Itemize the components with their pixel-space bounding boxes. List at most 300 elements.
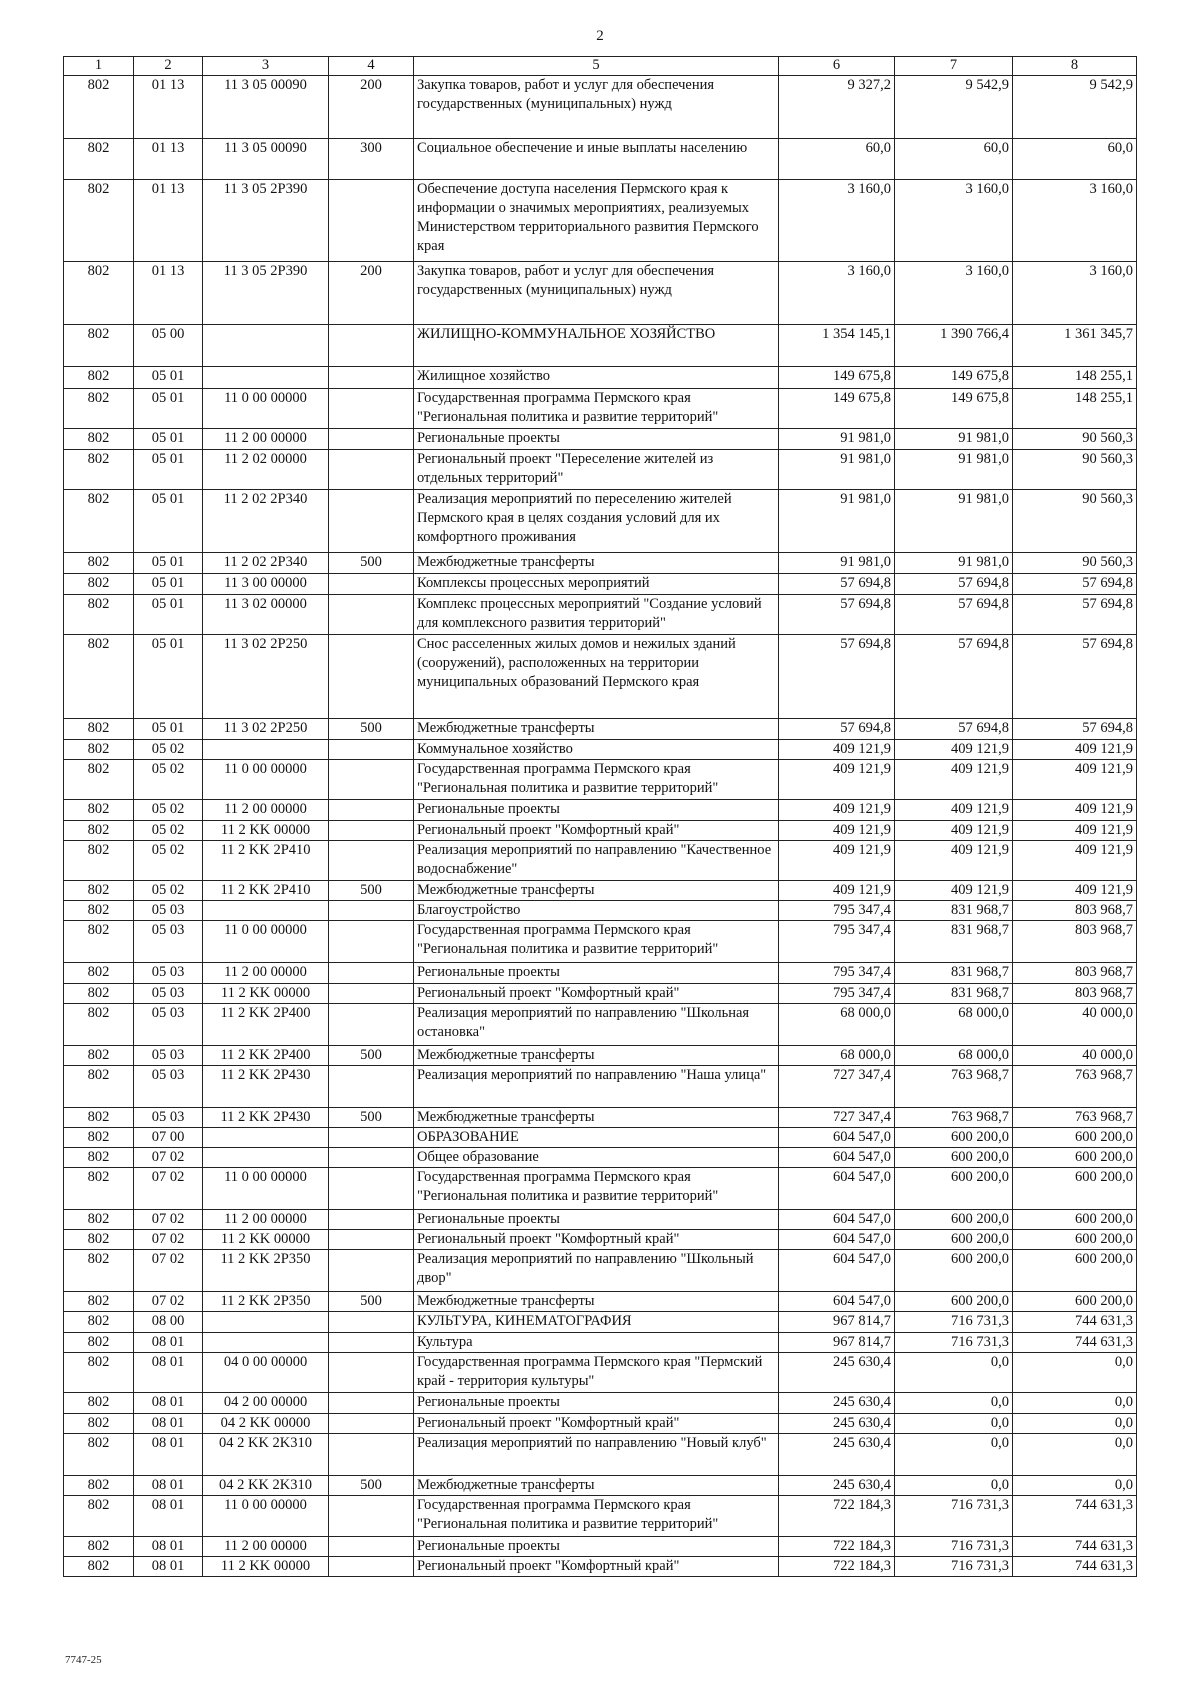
cell-amount-col7: 600 200,0 — [895, 1230, 1013, 1250]
cell-amount-col8: 409 121,9 — [1013, 841, 1137, 881]
cell-ministry-code: 802 — [64, 901, 134, 921]
cell-amount-col6: 604 547,0 — [779, 1250, 895, 1292]
cell-ministry-code: 802 — [64, 1168, 134, 1210]
cell-name: Культура — [414, 1333, 779, 1353]
cell-amount-col8: 600 200,0 — [1013, 1148, 1137, 1168]
cell-target-article: 04 2 KK 2K310 — [203, 1476, 329, 1496]
cell-expense-type: 500 — [329, 553, 414, 574]
cell-amount-col8: 744 631,3 — [1013, 1496, 1137, 1537]
cell-amount-col7: 831 968,7 — [895, 984, 1013, 1004]
cell-amount-col6: 245 630,4 — [779, 1476, 895, 1496]
table-body — [64, 76, 1137, 1577]
cell-ministry-code: 802 — [64, 821, 134, 841]
cell-amount-col8: 0,0 — [1013, 1393, 1137, 1414]
cell-amount-col6: 68 000,0 — [779, 1046, 895, 1066]
cell-section-code: 08 01 — [134, 1434, 203, 1476]
cell-ministry-code: 802 — [64, 389, 134, 429]
cell-amount-col8: 148 255,1 — [1013, 367, 1137, 389]
cell-amount-col8: 744 631,3 — [1013, 1312, 1137, 1333]
table-row — [64, 1353, 1137, 1393]
cell-amount-col7: 91 981,0 — [895, 553, 1013, 574]
cell-amount-col7: 409 121,9 — [895, 800, 1013, 821]
cell-target-article: 11 2 KK 00000 — [203, 1230, 329, 1250]
table-row — [64, 325, 1137, 367]
table-row — [64, 180, 1137, 262]
cell-name: Региональный проект "Комфортный край" — [414, 821, 779, 841]
cell-section-code: 08 01 — [134, 1476, 203, 1496]
cell-ministry-code: 802 — [64, 963, 134, 984]
table-row — [64, 1476, 1137, 1496]
cell-amount-col6: 604 547,0 — [779, 1168, 895, 1210]
cell-expense-type — [329, 901, 414, 921]
table-row — [64, 367, 1137, 389]
cell-amount-col6: 57 694,8 — [779, 595, 895, 635]
cell-amount-col6: 409 121,9 — [779, 760, 895, 800]
cell-target-article: 11 3 02 00000 — [203, 595, 329, 635]
cell-target-article: 11 0 00 00000 — [203, 760, 329, 800]
cell-target-article: 11 3 05 2P390 — [203, 180, 329, 262]
cell-expense-type: 200 — [329, 262, 414, 325]
header-col-8: 8 — [1013, 57, 1137, 76]
cell-section-code: 08 01 — [134, 1393, 203, 1414]
cell-amount-col8: 803 968,7 — [1013, 921, 1137, 963]
cell-ministry-code: 802 — [64, 1004, 134, 1046]
cell-amount-col7: 716 731,3 — [895, 1537, 1013, 1557]
cell-target-article: 11 2 KK 2P350 — [203, 1250, 329, 1292]
table-row — [64, 963, 1137, 984]
cell-expense-type — [329, 963, 414, 984]
cell-target-article — [203, 901, 329, 921]
cell-amount-col8: 600 200,0 — [1013, 1210, 1137, 1230]
cell-amount-col8: 409 121,9 — [1013, 821, 1137, 841]
header-col-2: 2 — [134, 57, 203, 76]
cell-target-article — [203, 740, 329, 760]
cell-ministry-code: 802 — [64, 1496, 134, 1537]
cell-amount-col7: 716 731,3 — [895, 1312, 1013, 1333]
header-col-6: 6 — [779, 57, 895, 76]
cell-amount-col6: 149 675,8 — [779, 367, 895, 389]
cell-section-code: 07 02 — [134, 1168, 203, 1210]
cell-amount-col6: 245 630,4 — [779, 1353, 895, 1393]
cell-section-code: 01 13 — [134, 262, 203, 325]
cell-ministry-code: 802 — [64, 1250, 134, 1292]
cell-amount-col8: 57 694,8 — [1013, 635, 1137, 719]
cell-target-article: 11 3 00 00000 — [203, 574, 329, 595]
cell-amount-col8: 409 121,9 — [1013, 760, 1137, 800]
cell-expense-type — [329, 1393, 414, 1414]
cell-section-code: 05 03 — [134, 1066, 203, 1108]
cell-section-code: 07 02 — [134, 1292, 203, 1312]
cell-amount-col8: 600 200,0 — [1013, 1292, 1137, 1312]
table-row — [64, 841, 1137, 881]
cell-ministry-code: 802 — [64, 1210, 134, 1230]
cell-amount-col7: 600 200,0 — [895, 1292, 1013, 1312]
cell-name: Государственная программа Пермского края "Региональная политика и развитие территорий" — [414, 1496, 779, 1537]
cell-expense-type — [329, 635, 414, 719]
cell-amount-col7: 600 200,0 — [895, 1148, 1013, 1168]
cell-amount-col6: 604 547,0 — [779, 1292, 895, 1312]
cell-amount-col7: 57 694,8 — [895, 574, 1013, 595]
cell-section-code: 07 00 — [134, 1128, 203, 1148]
cell-amount-col8: 90 560,3 — [1013, 490, 1137, 553]
cell-expense-type — [329, 1066, 414, 1108]
cell-expense-type — [329, 821, 414, 841]
cell-ministry-code: 802 — [64, 740, 134, 760]
cell-expense-type — [329, 800, 414, 821]
cell-section-code: 05 01 — [134, 553, 203, 574]
cell-target-article: 11 2 KK 2P410 — [203, 881, 329, 901]
cell-amount-col7: 600 200,0 — [895, 1250, 1013, 1292]
cell-name: Реализация мероприятий по переселению жителей Пермского края в целях создания условий для их комфортного проживания — [414, 490, 779, 553]
cell-section-code: 01 13 — [134, 76, 203, 139]
cell-name: Региональные проекты — [414, 1210, 779, 1230]
cell-amount-col6: 727 347,4 — [779, 1066, 895, 1108]
cell-expense-type — [329, 429, 414, 450]
cell-amount-col8: 803 968,7 — [1013, 901, 1137, 921]
document-code: 7747-25 — [65, 1654, 102, 1666]
cell-name: Общее образование — [414, 1148, 779, 1168]
header-col-1: 1 — [64, 57, 134, 76]
cell-target-article: 11 3 02 2P250 — [203, 635, 329, 719]
cell-expense-type — [329, 1414, 414, 1434]
cell-ministry-code: 802 — [64, 841, 134, 881]
table-row — [64, 1108, 1137, 1128]
cell-expense-type — [329, 1004, 414, 1046]
table-header — [64, 57, 1137, 76]
cell-amount-col7: 409 121,9 — [895, 740, 1013, 760]
cell-section-code: 05 01 — [134, 719, 203, 740]
cell-section-code: 05 01 — [134, 490, 203, 553]
cell-section-code: 05 03 — [134, 1108, 203, 1128]
cell-name: Межбюджетные трансферты — [414, 1292, 779, 1312]
cell-target-article: 04 2 00 00000 — [203, 1393, 329, 1414]
cell-target-article: 04 0 00 00000 — [203, 1353, 329, 1393]
budget-table — [63, 56, 1137, 1577]
cell-section-code: 07 02 — [134, 1148, 203, 1168]
cell-amount-col6: 91 981,0 — [779, 490, 895, 553]
cell-amount-col7: 600 200,0 — [895, 1210, 1013, 1230]
cell-amount-col8: 763 968,7 — [1013, 1108, 1137, 1128]
cell-section-code: 08 00 — [134, 1312, 203, 1333]
table-row — [64, 1066, 1137, 1108]
cell-amount-col6: 9 327,2 — [779, 76, 895, 139]
cell-section-code: 05 01 — [134, 595, 203, 635]
cell-ministry-code: 802 — [64, 1148, 134, 1168]
cell-name: КУЛЬТУРА, КИНЕМАТОГРАФИЯ — [414, 1312, 779, 1333]
cell-amount-col6: 409 121,9 — [779, 800, 895, 821]
cell-expense-type — [329, 180, 414, 262]
cell-name: Реализация мероприятий по направлению "Новый клуб" — [414, 1434, 779, 1476]
cell-amount-col7: 831 968,7 — [895, 921, 1013, 963]
cell-name: Межбюджетные трансферты — [414, 1108, 779, 1128]
cell-ministry-code: 802 — [64, 1108, 134, 1128]
cell-name: Региональный проект "Комфортный край" — [414, 1414, 779, 1434]
cell-name: ЖИЛИЩНО-КОММУНАЛЬНОЕ ХОЗЯЙСТВО — [414, 325, 779, 367]
cell-amount-col7: 149 675,8 — [895, 367, 1013, 389]
cell-section-code: 08 01 — [134, 1414, 203, 1434]
cell-target-article — [203, 1148, 329, 1168]
cell-section-code: 05 03 — [134, 921, 203, 963]
cell-name: Региональный проект "Комфортный край" — [414, 984, 779, 1004]
cell-name: Государственная программа Пермского края "Региональная политика и развитие территорий" — [414, 1168, 779, 1210]
cell-expense-type — [329, 389, 414, 429]
cell-ministry-code: 802 — [64, 921, 134, 963]
cell-name: Жилищное хозяйство — [414, 367, 779, 389]
cell-amount-col6: 245 630,4 — [779, 1393, 895, 1414]
cell-amount-col6: 60,0 — [779, 139, 895, 180]
cell-amount-col7: 409 121,9 — [895, 760, 1013, 800]
cell-expense-type — [329, 760, 414, 800]
cell-ministry-code: 802 — [64, 881, 134, 901]
cell-amount-col8: 40 000,0 — [1013, 1046, 1137, 1066]
cell-expense-type — [329, 921, 414, 963]
header-col-7: 7 — [895, 57, 1013, 76]
table-row — [64, 1393, 1137, 1414]
cell-section-code: 05 01 — [134, 429, 203, 450]
cell-amount-col6: 57 694,8 — [779, 719, 895, 740]
cell-section-code: 07 02 — [134, 1250, 203, 1292]
cell-expense-type — [329, 595, 414, 635]
cell-expense-type — [329, 1210, 414, 1230]
cell-amount-col8: 57 694,8 — [1013, 595, 1137, 635]
cell-section-code: 05 01 — [134, 574, 203, 595]
cell-expense-type — [329, 1557, 414, 1577]
cell-target-article: 11 2 02 2P340 — [203, 490, 329, 553]
cell-amount-col6: 795 347,4 — [779, 921, 895, 963]
cell-section-code: 05 03 — [134, 963, 203, 984]
cell-amount-col6: 57 694,8 — [779, 574, 895, 595]
cell-section-code: 07 02 — [134, 1210, 203, 1230]
cell-section-code: 05 02 — [134, 821, 203, 841]
cell-expense-type — [329, 574, 414, 595]
cell-amount-col8: 600 200,0 — [1013, 1230, 1137, 1250]
cell-section-code: 05 02 — [134, 800, 203, 821]
cell-amount-col7: 716 731,3 — [895, 1333, 1013, 1353]
cell-name: Государственная программа Пермского края "Региональная политика и развитие территорий" — [414, 760, 779, 800]
cell-ministry-code: 802 — [64, 719, 134, 740]
cell-target-article: 11 2 KK 2P430 — [203, 1066, 329, 1108]
cell-expense-type: 500 — [329, 881, 414, 901]
cell-ministry-code: 802 — [64, 1557, 134, 1577]
cell-ministry-code: 802 — [64, 1353, 134, 1393]
cell-ministry-code: 802 — [64, 574, 134, 595]
cell-section-code: 05 02 — [134, 740, 203, 760]
cell-amount-col6: 722 184,3 — [779, 1557, 895, 1577]
cell-amount-col8: 744 631,3 — [1013, 1557, 1137, 1577]
cell-section-code: 05 02 — [134, 881, 203, 901]
cell-target-article: 11 2 00 00000 — [203, 963, 329, 984]
cell-expense-type — [329, 1537, 414, 1557]
cell-amount-col7: 68 000,0 — [895, 1004, 1013, 1046]
table-row — [64, 139, 1137, 180]
cell-expense-type — [329, 1333, 414, 1353]
cell-name: Государственная программа Пермского края "Региональная политика и развитие территорий" — [414, 921, 779, 963]
cell-amount-col8: 57 694,8 — [1013, 574, 1137, 595]
cell-amount-col8: 0,0 — [1013, 1353, 1137, 1393]
cell-amount-col6: 91 981,0 — [779, 553, 895, 574]
cell-amount-col6: 727 347,4 — [779, 1108, 895, 1128]
cell-amount-col7: 1 390 766,4 — [895, 325, 1013, 367]
cell-name: Межбюджетные трансферты — [414, 553, 779, 574]
cell-target-article: 11 2 KK 2P350 — [203, 1292, 329, 1312]
cell-section-code: 01 13 — [134, 139, 203, 180]
cell-amount-col6: 3 160,0 — [779, 180, 895, 262]
cell-name: Региональные проекты — [414, 963, 779, 984]
cell-expense-type — [329, 1353, 414, 1393]
cell-target-article: 11 2 KK 00000 — [203, 1557, 329, 1577]
cell-amount-col6: 604 547,0 — [779, 1148, 895, 1168]
cell-amount-col7: 68 000,0 — [895, 1046, 1013, 1066]
cell-ministry-code: 802 — [64, 429, 134, 450]
cell-amount-col8: 600 200,0 — [1013, 1250, 1137, 1292]
cell-amount-col6: 68 000,0 — [779, 1004, 895, 1046]
page-number: 2 — [596, 28, 604, 44]
table-row — [64, 450, 1137, 490]
cell-section-code: 08 01 — [134, 1537, 203, 1557]
cell-ministry-code: 802 — [64, 1393, 134, 1414]
cell-expense-type: 500 — [329, 1292, 414, 1312]
cell-target-article: 11 2 KK 00000 — [203, 984, 329, 1004]
cell-target-article: 11 0 00 00000 — [203, 1168, 329, 1210]
cell-target-article: 04 2 KK 00000 — [203, 1414, 329, 1434]
cell-amount-col8: 3 160,0 — [1013, 262, 1137, 325]
cell-amount-col8: 0,0 — [1013, 1414, 1137, 1434]
cell-target-article: 11 2 KK 2P410 — [203, 841, 329, 881]
cell-section-code: 01 13 — [134, 180, 203, 262]
cell-name: Межбюджетные трансферты — [414, 1476, 779, 1496]
cell-amount-col7: 57 694,8 — [895, 635, 1013, 719]
cell-amount-col7: 0,0 — [895, 1393, 1013, 1414]
table-row — [64, 635, 1137, 719]
header-col-5: 5 — [414, 57, 779, 76]
cell-ministry-code: 802 — [64, 760, 134, 800]
cell-amount-col6: 57 694,8 — [779, 635, 895, 719]
cell-amount-col6: 604 547,0 — [779, 1230, 895, 1250]
table-row — [64, 901, 1137, 921]
table-row — [64, 719, 1137, 740]
cell-ministry-code: 802 — [64, 367, 134, 389]
cell-amount-col6: 795 347,4 — [779, 901, 895, 921]
cell-ministry-code: 802 — [64, 180, 134, 262]
cell-expense-type — [329, 984, 414, 1004]
cell-target-article: 11 0 00 00000 — [203, 389, 329, 429]
cell-amount-col6: 149 675,8 — [779, 389, 895, 429]
table-row — [64, 389, 1137, 429]
header-col-4: 4 — [329, 57, 414, 76]
cell-amount-col7: 409 121,9 — [895, 821, 1013, 841]
cell-ministry-code: 802 — [64, 800, 134, 821]
cell-amount-col7: 0,0 — [895, 1476, 1013, 1496]
cell-amount-col7: 3 160,0 — [895, 262, 1013, 325]
cell-target-article: 11 2 02 2P340 — [203, 553, 329, 574]
cell-section-code: 05 00 — [134, 325, 203, 367]
table-row — [64, 1496, 1137, 1537]
cell-section-code: 05 01 — [134, 635, 203, 719]
cell-amount-col7: 831 968,7 — [895, 901, 1013, 921]
table-row — [64, 490, 1137, 553]
cell-name: Реализация мероприятий по направлению "Наша улица" — [414, 1066, 779, 1108]
table-row — [64, 1004, 1137, 1046]
cell-expense-type — [329, 1250, 414, 1292]
cell-name: Региональные проекты — [414, 1393, 779, 1414]
cell-ministry-code: 802 — [64, 1046, 134, 1066]
cell-amount-col8: 763 968,7 — [1013, 1066, 1137, 1108]
header-row — [64, 57, 1137, 76]
table-row — [64, 1250, 1137, 1292]
cell-amount-col6: 409 121,9 — [779, 740, 895, 760]
cell-amount-col6: 91 981,0 — [779, 429, 895, 450]
cell-amount-col7: 149 675,8 — [895, 389, 1013, 429]
table-row — [64, 1148, 1137, 1168]
cell-amount-col7: 831 968,7 — [895, 963, 1013, 984]
cell-name: Благоустройство — [414, 901, 779, 921]
cell-ministry-code: 802 — [64, 1476, 134, 1496]
cell-amount-col7: 91 981,0 — [895, 490, 1013, 553]
cell-ministry-code: 802 — [64, 262, 134, 325]
cell-ministry-code: 802 — [64, 595, 134, 635]
cell-amount-col8: 0,0 — [1013, 1476, 1137, 1496]
cell-amount-col8: 40 000,0 — [1013, 1004, 1137, 1046]
cell-ministry-code: 802 — [64, 1066, 134, 1108]
cell-amount-col6: 3 160,0 — [779, 262, 895, 325]
cell-name: Региональный проект "Переселение жителей из отдельных территорий" — [414, 450, 779, 490]
cell-amount-col8: 744 631,3 — [1013, 1537, 1137, 1557]
cell-name: Региональный проект "Комфортный край" — [414, 1557, 779, 1577]
cell-amount-col7: 0,0 — [895, 1414, 1013, 1434]
cell-target-article — [203, 1333, 329, 1353]
cell-section-code: 07 02 — [134, 1230, 203, 1250]
cell-name: Реализация мероприятий по направлению "Школьная остановка" — [414, 1004, 779, 1046]
table-row — [64, 1046, 1137, 1066]
cell-ministry-code: 802 — [64, 1414, 134, 1434]
cell-expense-type — [329, 740, 414, 760]
cell-name: Закупка товаров, работ и услуг для обеспечения государственных (муниципальных) нужд — [414, 262, 779, 325]
cell-name: Обеспечение доступа населения Пермского края к информации о значимых мероприятиях, реализуемых Министерством территориального развития Пермского края — [414, 180, 779, 262]
cell-amount-col8: 60,0 — [1013, 139, 1137, 180]
table-row — [64, 1333, 1137, 1353]
cell-name: Межбюджетные трансферты — [414, 1046, 779, 1066]
cell-expense-type: 200 — [329, 76, 414, 139]
cell-amount-col7: 60,0 — [895, 139, 1013, 180]
cell-section-code: 08 01 — [134, 1333, 203, 1353]
cell-amount-col6: 722 184,3 — [779, 1537, 895, 1557]
cell-ministry-code: 802 — [64, 325, 134, 367]
cell-target-article: 11 3 02 2P250 — [203, 719, 329, 740]
cell-target-article: 11 2 KK 2P400 — [203, 1046, 329, 1066]
cell-amount-col8: 803 968,7 — [1013, 963, 1137, 984]
cell-amount-col8: 90 560,3 — [1013, 450, 1137, 490]
cell-name: Региональные проекты — [414, 429, 779, 450]
cell-amount-col7: 3 160,0 — [895, 180, 1013, 262]
cell-target-article: 11 0 00 00000 — [203, 1496, 329, 1537]
table-row — [64, 1414, 1137, 1434]
cell-amount-col8: 0,0 — [1013, 1434, 1137, 1476]
table-row — [64, 262, 1137, 325]
table-row — [64, 1168, 1137, 1210]
cell-ministry-code: 802 — [64, 1333, 134, 1353]
cell-expense-type — [329, 1496, 414, 1537]
table-row — [64, 76, 1137, 139]
cell-amount-col7: 763 968,7 — [895, 1066, 1013, 1108]
cell-target-article: 11 3 05 00090 — [203, 76, 329, 139]
table-row — [64, 1434, 1137, 1476]
cell-amount-col7: 716 731,3 — [895, 1496, 1013, 1537]
cell-name: Реализация мероприятий по направлению "Школьный двор" — [414, 1250, 779, 1292]
cell-target-article: 11 2 00 00000 — [203, 800, 329, 821]
cell-amount-col8: 9 542,9 — [1013, 76, 1137, 139]
cell-amount-col8: 600 200,0 — [1013, 1128, 1137, 1148]
cell-name: Комплекс процессных мероприятий "Создание условий для комплексного развития территорий" — [414, 595, 779, 635]
